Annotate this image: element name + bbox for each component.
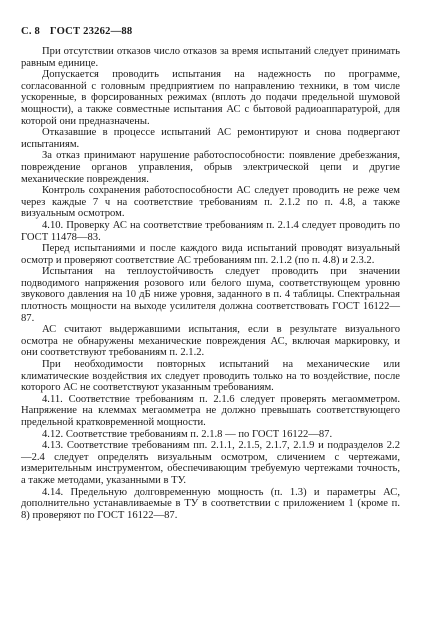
paragraph-reliability-program: Допускается проводить испытания на надежность по программе, согласованной с головным предприятием по направлению техники, в том числе ускоренные, в форсированных режимах (вплоть до подачи предельной шумовой мощности), а также совместные испытания АС с бытовой радиоаппаратурой, для которой они предназначены. bbox=[21, 69, 400, 127]
paragraph-heat-resistance: Испытания на теплоустойчивость следует проводить при значении подводимого напряжения розового или белого шума, соответствующем уровню звукового давления на 10 дБ ниже уровня, заданного в п. 4 таблицы. Спектральная плотность мощности на выходе усилителя должна соответствовать ГОСТ 16122—87. bbox=[21, 266, 400, 324]
paragraph-repeat-tests: При необходимости повторных испытаний на механические или климатические воздействия их следует проводить только на то воздействие, после которого АС не соответствуют указанным требованиям. bbox=[21, 359, 400, 394]
paragraph-4-11: 4.11. Соответствие требованиям п. 2.1.6 следует проверять мегаомметром. Напряжение на клеммах мегаомметра не должно превышать соответствующего предельной кратковременной мощности. bbox=[21, 393, 400, 428]
paragraph-4-14: 4.14. Предельную долговременную мощность (п. 1.3) и параметры АС, дополнительно устанавливаемые в ТУ в соответствии с приложением 1 (кроме п. 8) проверяют по ГОСТ 16122—87. bbox=[21, 486, 400, 521]
paragraph-4-12: 4.12. Соответствие требованиям п. 2.1.8 — по ГОСТ 16122—87. bbox=[42, 428, 333, 440]
paragraph-failure-definition: За отказ принимают нарушение работоспособности: появление дребезжания, повреждение органов управления, обрыв электрической цепи и другие механические повреждения. bbox=[21, 150, 400, 185]
paragraph-passed-tests: АС считают выдержавшими испытания, если в результате визуального осмотра не обнаружены механические повреждения АС, включая маркировку, и они соответствуют требованиям п. 2.1.2. bbox=[21, 324, 400, 359]
paragraph-operability-check: Контроль сохранения работоспособности АС следует проводить не реже чем через каждые 7 ч на соответствие требованиям п. 2.1.2 по п. 4.8, а также визуальным осмотром. bbox=[21, 185, 400, 220]
standard-designation: ГОСТ 23262—88 bbox=[49, 26, 133, 37]
page-number: С. 8 bbox=[21, 26, 41, 37]
page-header bbox=[21, 26, 400, 37]
body-text bbox=[21, 46, 400, 521]
paragraph-visual-inspection: Перед испытаниями и после каждого вида испытаний проводят визуальный осмотр и проверяют соответствие АС требованиям пп. 2.1.2 (по п. 4.8) и 2.3.2. bbox=[21, 243, 400, 266]
paragraph-failures-count: При отсутствии отказов число отказов за время испытаний следует принимать равным единице. bbox=[21, 46, 400, 69]
paragraph-repair: Отказавшие в процессе испытаний АС ремонтируют и снова подвергают испытаниям. bbox=[21, 127, 400, 150]
paragraph-4-13: 4.13. Соответствие требованиям пп. 2.1.1, 2.1.5, 2.1.7, 2.1.9 и подразделов 2.2—2.4 следует определять визуальным осмотром, сличением с чертежами, измерительным инструментом, обеспечивающим требуемую чертежами точность, а также методами, указанными в ТУ. bbox=[21, 440, 400, 486]
paragraph-4-10: 4.10. Проверку АС на соответствие требованиям п. 2.1.4 следует проводить по ГОСТ 11478—83. bbox=[21, 219, 400, 243]
